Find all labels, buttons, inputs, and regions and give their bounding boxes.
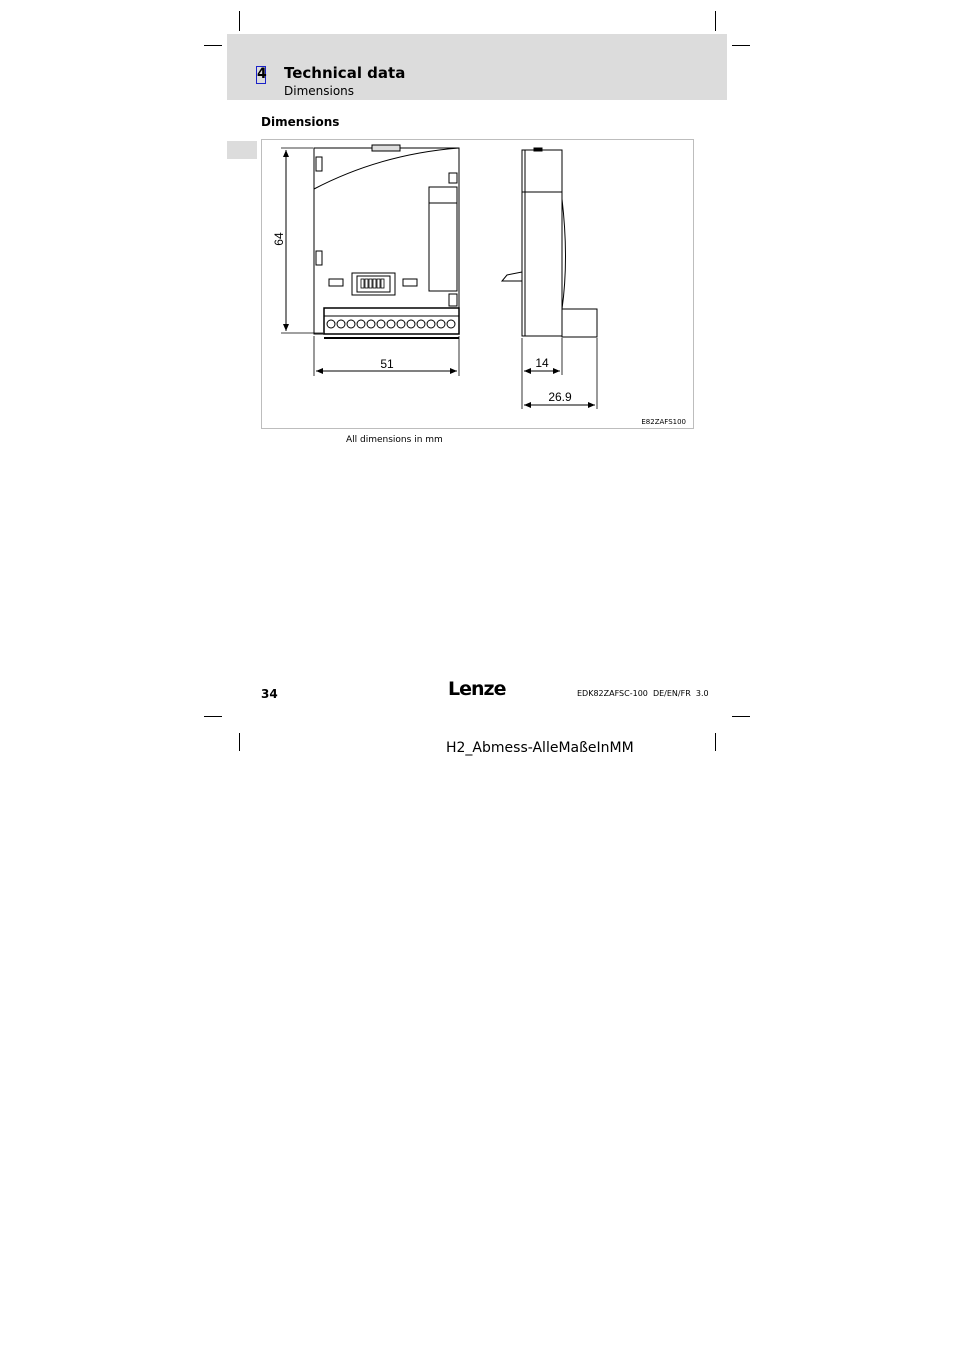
dim-depth-short-label: 14 — [535, 356, 549, 370]
chapter-number[interactable]: 4 — [257, 66, 267, 82]
crop-mark — [204, 716, 222, 717]
language-side-tab — [227, 141, 257, 159]
chapter-subtitle: Dimensions — [284, 84, 355, 98]
dim-depth-total-label: 26.9 — [548, 390, 572, 404]
dim-height-label: 64 — [272, 232, 286, 246]
crop-mark — [204, 45, 222, 46]
crop-mark — [732, 45, 750, 46]
document-code: EDK82ZAFSC-100 DE/EN/FR 3.0 — [577, 689, 709, 698]
dim-width-label: 51 — [380, 357, 394, 371]
crop-mark — [239, 733, 240, 751]
crop-mark — [239, 11, 240, 31]
dimension-drawing — [261, 139, 694, 429]
brand-logo: Lenze — [448, 678, 506, 700]
figure-caption: All dimensions in mm — [346, 435, 443, 445]
chapter-title: Technical data — [284, 64, 406, 82]
crop-mark — [715, 733, 716, 751]
page-number: 34 — [261, 687, 278, 701]
figure-code: E82ZAFS100 — [641, 418, 686, 426]
document-name: H2_Abmess-AlleMaßeInMM — [446, 740, 634, 756]
section-heading: Dimensions — [261, 115, 340, 129]
crop-mark — [715, 11, 716, 31]
crop-mark — [732, 716, 750, 717]
